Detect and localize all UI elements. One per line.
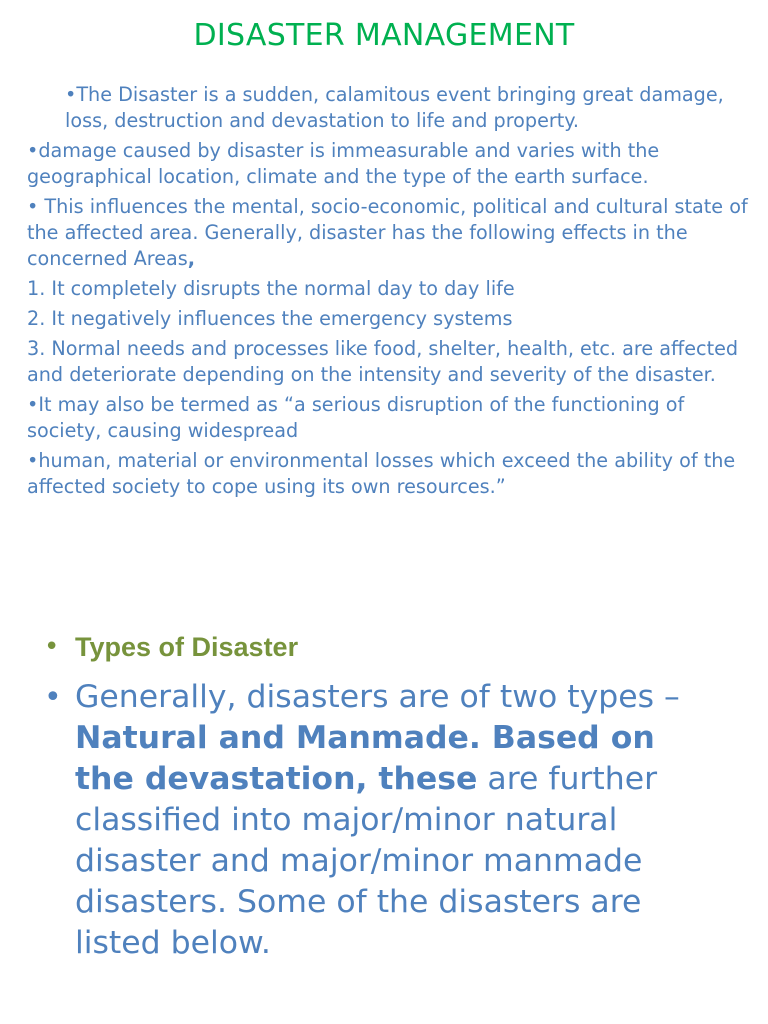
effect-item-2: 2. It negatively influences the emergency systems xyxy=(27,307,513,330)
types-description xyxy=(75,677,724,964)
types-description-part2: are further classified into major/minor natural disaster and major/minor manmade disasters. Some of the disasters are listed below. xyxy=(75,761,658,961)
effect-item-3: 3. Normal needs and processes like food, shelter, health, etc. are affected and deteriorate depending on the intensity and severity of the disaster. xyxy=(27,337,739,386)
paragraph-definition: •The Disaster is a sudden, calamitous event bringing great damage, loss, destruction and devastation to life and property. xyxy=(65,83,724,132)
effect-item-1: 1. It completely disrupts the normal day to day life xyxy=(27,277,515,300)
types-bullet xyxy=(44,625,724,669)
types-section xyxy=(44,625,724,964)
page-title: DISASTER MANAGEMENT xyxy=(193,18,575,53)
types-heading: Types of Disaster xyxy=(75,632,299,662)
types-description-bullet xyxy=(44,677,724,964)
paragraph-quote-end: •human, material or environmental losses which exceed the ability of the affected society to cope using its own resources.” xyxy=(27,449,736,498)
paragraph-quote-start: •It may also be termed as “a serious disruption of the functioning of society, causing widespread xyxy=(27,393,685,442)
types-description-bold: Natural and Manmade. Based on the devastation, these xyxy=(75,720,655,797)
paragraph-influences-text: • This influences the mental, socio-economic, political and cultural state of the affected area. Generally, disaster has the following effects in the concerned Areas xyxy=(27,195,748,270)
paragraph-influences-comma: , xyxy=(187,247,196,270)
body-text xyxy=(27,82,757,504)
bullet-dot: • xyxy=(44,632,60,662)
paragraph-damage: •damage caused by disaster is immeasurable and varies with the geographical location, climate and the type of the earth surface. xyxy=(27,139,660,188)
bullet-dot: • xyxy=(44,680,62,715)
paragraph-influences xyxy=(27,194,757,272)
types-description-part1: Generally, disasters are of two types – xyxy=(75,679,680,715)
